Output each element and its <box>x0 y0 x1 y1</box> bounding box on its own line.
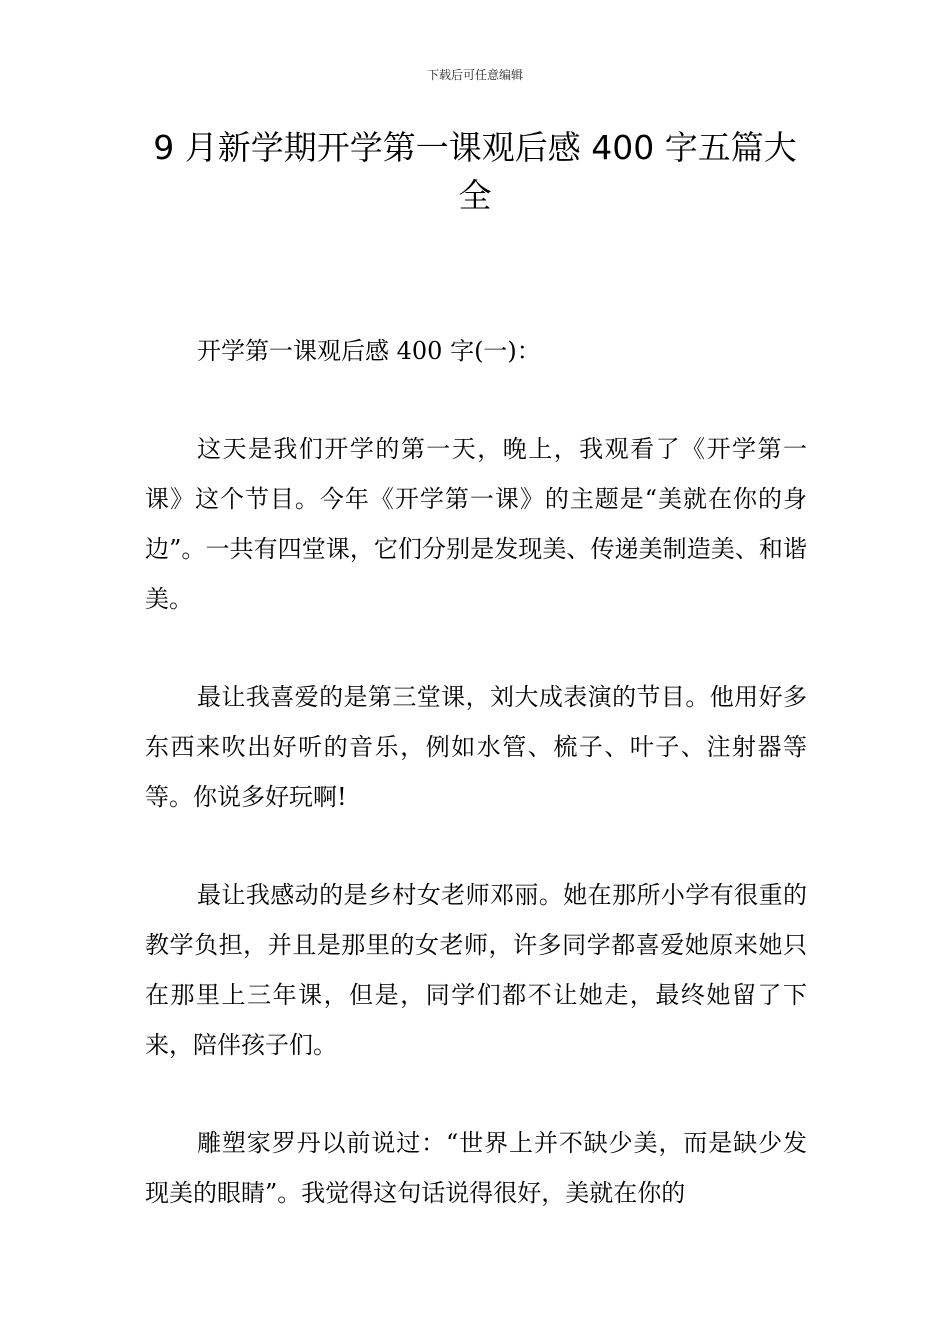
paragraph: 这天是我们开学的第一天，晚上，我观看了《开学第一课》这个节目。今年《开学第一课》的主题是“美就在你的身边”。一共有四堂课，它们分别是发现美、传递美制造美、和谐美。 <box>145 435 807 613</box>
document-title: 9 月新学期开学第一课观后感 400 字五篇大全 <box>153 128 797 215</box>
header-note: 下载后可任意编辑 <box>426 68 523 82</box>
paragraph: 最让我喜爱的是第三堂课，刘大成表演的节目。他用好多东西来吹出好听的音乐，例如水管、梳子、叶子、注射器等等。你说多好玩啊! <box>145 683 807 811</box>
section-heading: 开学第一课观后感 400 字(一)： <box>197 337 541 365</box>
paragraph: 最让我感动的是乡村女老师邓丽。她在那所小学有很重的教学负担，并且是那里的女老师，许多同学都喜爱她原来她只在那里上三年课，但是，同学们都不让她走，最终她留了下来，陪伴孩子们。 <box>145 881 807 1059</box>
paragraph: 雕塑家罗丹以前说过：“世界上并不缺少美，而是缺少发现美的眼睛”。我觉得这句话说得很好，美就在你的 <box>145 1129 807 1207</box>
